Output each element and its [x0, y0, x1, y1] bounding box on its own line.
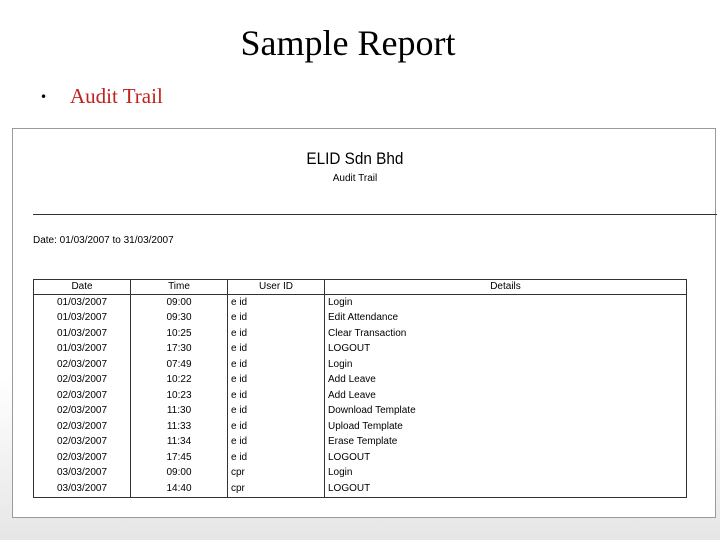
cell-time: 11:33	[131, 419, 228, 435]
bullet-item	[40, 84, 163, 109]
cell-date: 01/03/2007	[34, 342, 131, 358]
table-row	[34, 404, 687, 420]
slide-title	[0, 22, 720, 64]
report-image	[12, 128, 716, 518]
cell-user-id: e id	[228, 326, 325, 342]
table-row	[34, 311, 687, 327]
cell-user-id: e id	[228, 419, 325, 435]
cell-date: 01/03/2007	[34, 326, 131, 342]
cell-details: LOGOUT	[325, 481, 687, 497]
table-row	[34, 388, 687, 404]
cell-user-id: e id	[228, 311, 325, 327]
report-company-text: ELID Sdn Bhd	[306, 149, 404, 168]
audit-table	[33, 279, 687, 498]
cell-user-id: cpr	[228, 481, 325, 497]
cell-details: Add Leave	[325, 373, 687, 389]
table-row	[34, 466, 687, 482]
table-row	[34, 295, 687, 311]
cell-date: 02/03/2007	[34, 388, 131, 404]
cell-time: 07:49	[131, 357, 228, 373]
cell-date: 02/03/2007	[34, 450, 131, 466]
cell-time: 10:25	[131, 326, 228, 342]
cell-user-id: e id	[228, 404, 325, 420]
table-row	[34, 373, 687, 389]
cell-user-id: e id	[228, 373, 325, 389]
table-row	[34, 450, 687, 466]
table-row	[34, 419, 687, 435]
cell-time: 17:45	[131, 450, 228, 466]
cell-time: 09:30	[131, 311, 228, 327]
table-row	[34, 357, 687, 373]
cell-time: 09:00	[131, 295, 228, 311]
report-subtitle-text: Audit Trail	[332, 173, 378, 184]
cell-details: Login	[325, 295, 687, 311]
cell-date: 01/03/2007	[34, 311, 131, 327]
cell-time: 17:30	[131, 342, 228, 358]
column-header-time: Time	[131, 280, 228, 295]
cell-time: 11:30	[131, 404, 228, 420]
cell-time: 10:22	[131, 373, 228, 389]
cell-details: Edit Attendance	[325, 311, 687, 327]
slide-title-text: Sample Report	[240, 23, 456, 63]
cell-user-id: e id	[228, 295, 325, 311]
report-subtitle	[13, 173, 717, 184]
report-company	[13, 149, 717, 169]
table-header-row	[34, 280, 687, 295]
cell-user-id: e id	[228, 450, 325, 466]
report-date-range: Date: 01/03/2007 to 31/03/2007	[33, 235, 174, 246]
cell-details: Upload Template	[325, 419, 687, 435]
cell-time: 14:40	[131, 481, 228, 497]
cell-details: Download Template	[325, 404, 687, 420]
cell-details: Add Leave	[325, 388, 687, 404]
cell-date: 02/03/2007	[34, 419, 131, 435]
cell-user-id: e id	[228, 388, 325, 404]
cell-time: 10:23	[131, 388, 228, 404]
cell-time: 09:00	[131, 466, 228, 482]
column-header-user-id: User ID	[228, 280, 325, 295]
cell-date: 02/03/2007	[34, 435, 131, 451]
cell-user-id: e id	[228, 357, 325, 373]
bullet-marker: •	[40, 89, 48, 104]
column-header-date: Date	[34, 280, 131, 295]
cell-details: Login	[325, 466, 687, 482]
cell-date: 03/03/2007	[34, 466, 131, 482]
table-row	[34, 326, 687, 342]
cell-date: 02/03/2007	[34, 404, 131, 420]
report-divider	[33, 214, 717, 215]
cell-time: 11:34	[131, 435, 228, 451]
cell-user-id: cpr	[228, 466, 325, 482]
cell-details: LOGOUT	[325, 342, 687, 358]
cell-user-id: e id	[228, 435, 325, 451]
table-row	[34, 481, 687, 497]
cell-details: Erase Template	[325, 435, 687, 451]
bullet-text: Audit Trail	[70, 84, 163, 108]
cell-details: Login	[325, 357, 687, 373]
cell-date: 01/03/2007	[34, 295, 131, 311]
table-row	[34, 435, 687, 451]
cell-details: Clear Transaction	[325, 326, 687, 342]
cell-user-id: e id	[228, 342, 325, 358]
cell-details: LOGOUT	[325, 450, 687, 466]
column-header-details: Details	[325, 280, 687, 295]
cell-date: 02/03/2007	[34, 357, 131, 373]
cell-date: 03/03/2007	[34, 481, 131, 497]
cell-date: 02/03/2007	[34, 373, 131, 389]
table-row	[34, 342, 687, 358]
